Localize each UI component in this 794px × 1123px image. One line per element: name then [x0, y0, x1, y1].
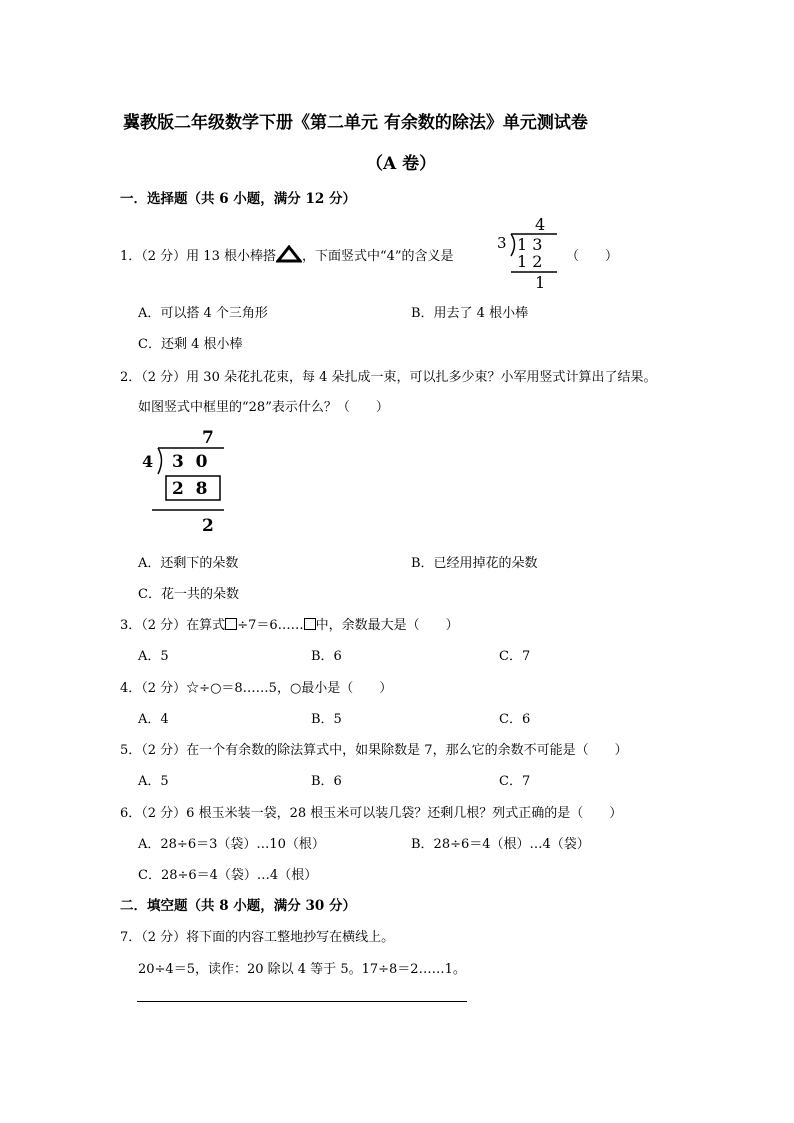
question-3-text-after: 中，余数最大是（ ） — [315, 618, 459, 633]
question-3 — [120, 614, 459, 633]
question-2-line-1: 2．（2 分）用 30 朵花扎花束，每 4 朵扎成一束，可以扎多少束？小军用竖式计算出了结果。 — [120, 370, 657, 385]
q1-divisor: 3 — [497, 234, 507, 252]
q2-dividend: 3 0 — [172, 452, 208, 472]
question-7-answer-line[interactable] — [137, 1001, 467, 1002]
question-3-option-a[interactable]: A．5 — [138, 649, 169, 664]
section-heading-choice: 一．选择题（共 6 小题，满分 12 分） — [120, 191, 356, 207]
section-heading-fill-in: 二．填空题（共 8 小题，满分 30 分） — [120, 898, 356, 914]
page-subtitle: （A 卷） — [366, 154, 437, 174]
question-1-division-figure — [493, 214, 565, 294]
question-1-paren: （ ） — [566, 249, 619, 264]
page-title: 冀教版二年级数学下册《第二单元 有余数的除法》单元测试卷 — [123, 113, 588, 133]
q1-dividend: 1 3 — [517, 235, 543, 254]
question-2-option-c[interactable]: C．花一共的朵数 — [138, 587, 239, 602]
question-2-line-2: 如图竖式中框里的“28”表示什么？（ ） — [138, 400, 389, 415]
question-1-option-b[interactable]: B．用去了 4 根小棒 — [411, 306, 529, 321]
question-1-text-before: 1．（2 分）用 13 根小棒搭 — [120, 249, 276, 264]
question-6: 6．（2 分）6 根玉米装一袋，28 根玉米可以装几袋？还剩几根？列式正确的是（ ） — [120, 806, 623, 821]
q2-remainder: 2 — [202, 516, 214, 536]
question-4-option-c[interactable]: C．6 — [499, 712, 531, 727]
question-1-option-c[interactable]: C．还剩 4 根小棒 — [138, 337, 243, 352]
question-6-option-b[interactable]: B．28÷6＝4（根）…4（袋） — [411, 837, 590, 852]
question-4-option-b[interactable]: B．5 — [311, 712, 342, 727]
blank-box-icon — [225, 618, 237, 630]
q1-remainder: 1 — [535, 273, 546, 290]
question-2-option-b[interactable]: B．已经用掉花的朵数 — [411, 556, 538, 571]
question-7: 7．（2 分）将下面的内容工整地抄写在横线上。 — [120, 930, 395, 945]
question-3-option-b[interactable]: B．6 — [311, 649, 342, 664]
question-3-option-c[interactable]: C．7 — [499, 649, 531, 664]
question-6-option-c[interactable]: C．28÷6＝4（袋）…4（根） — [138, 868, 318, 883]
question-5-option-a[interactable]: A．5 — [138, 774, 169, 789]
q1-product: 1 2 — [517, 252, 543, 271]
question-1 — [120, 245, 454, 267]
q1-quotient: 4 — [535, 215, 546, 234]
question-1-text-after: ，下面竖式中“4”的含义是 — [301, 249, 454, 264]
question-5: 5．（2 分）在一个有余数的除法算式中，如果除数是 7，那么它的余数不可能是（ ） — [120, 743, 628, 758]
blank-box-icon — [304, 618, 316, 630]
question-3-text-mid: ÷7＝6…… — [237, 618, 304, 633]
question-3-text-before: 3．（2 分）在算式 — [120, 618, 226, 633]
q2-divisor: 4 — [142, 452, 154, 471]
question-2-division-figure — [138, 424, 230, 540]
triangle-icon — [276, 245, 302, 267]
question-5-option-c[interactable]: C．7 — [499, 774, 531, 789]
question-2-option-a[interactable]: A．还剩下的朵数 — [138, 556, 239, 571]
question-5-option-b[interactable]: B．6 — [311, 774, 342, 789]
question-4: 4．（2 分）☆÷○＝8……5，○最小是（ ） — [120, 681, 393, 696]
question-1-option-a[interactable]: A．可以搭 4 个三角形 — [138, 306, 268, 321]
q2-product: 2 8 — [172, 479, 208, 499]
question-4-option-a[interactable]: A．4 — [138, 712, 169, 727]
question-7-content: 20÷4＝5，读作：20 除以 4 等于 5。17÷8＝2……1。 — [138, 962, 466, 977]
question-6-option-a[interactable]: A．28÷6＝3（袋）…10（根） — [138, 837, 325, 852]
q2-quotient: 7 — [202, 428, 214, 448]
